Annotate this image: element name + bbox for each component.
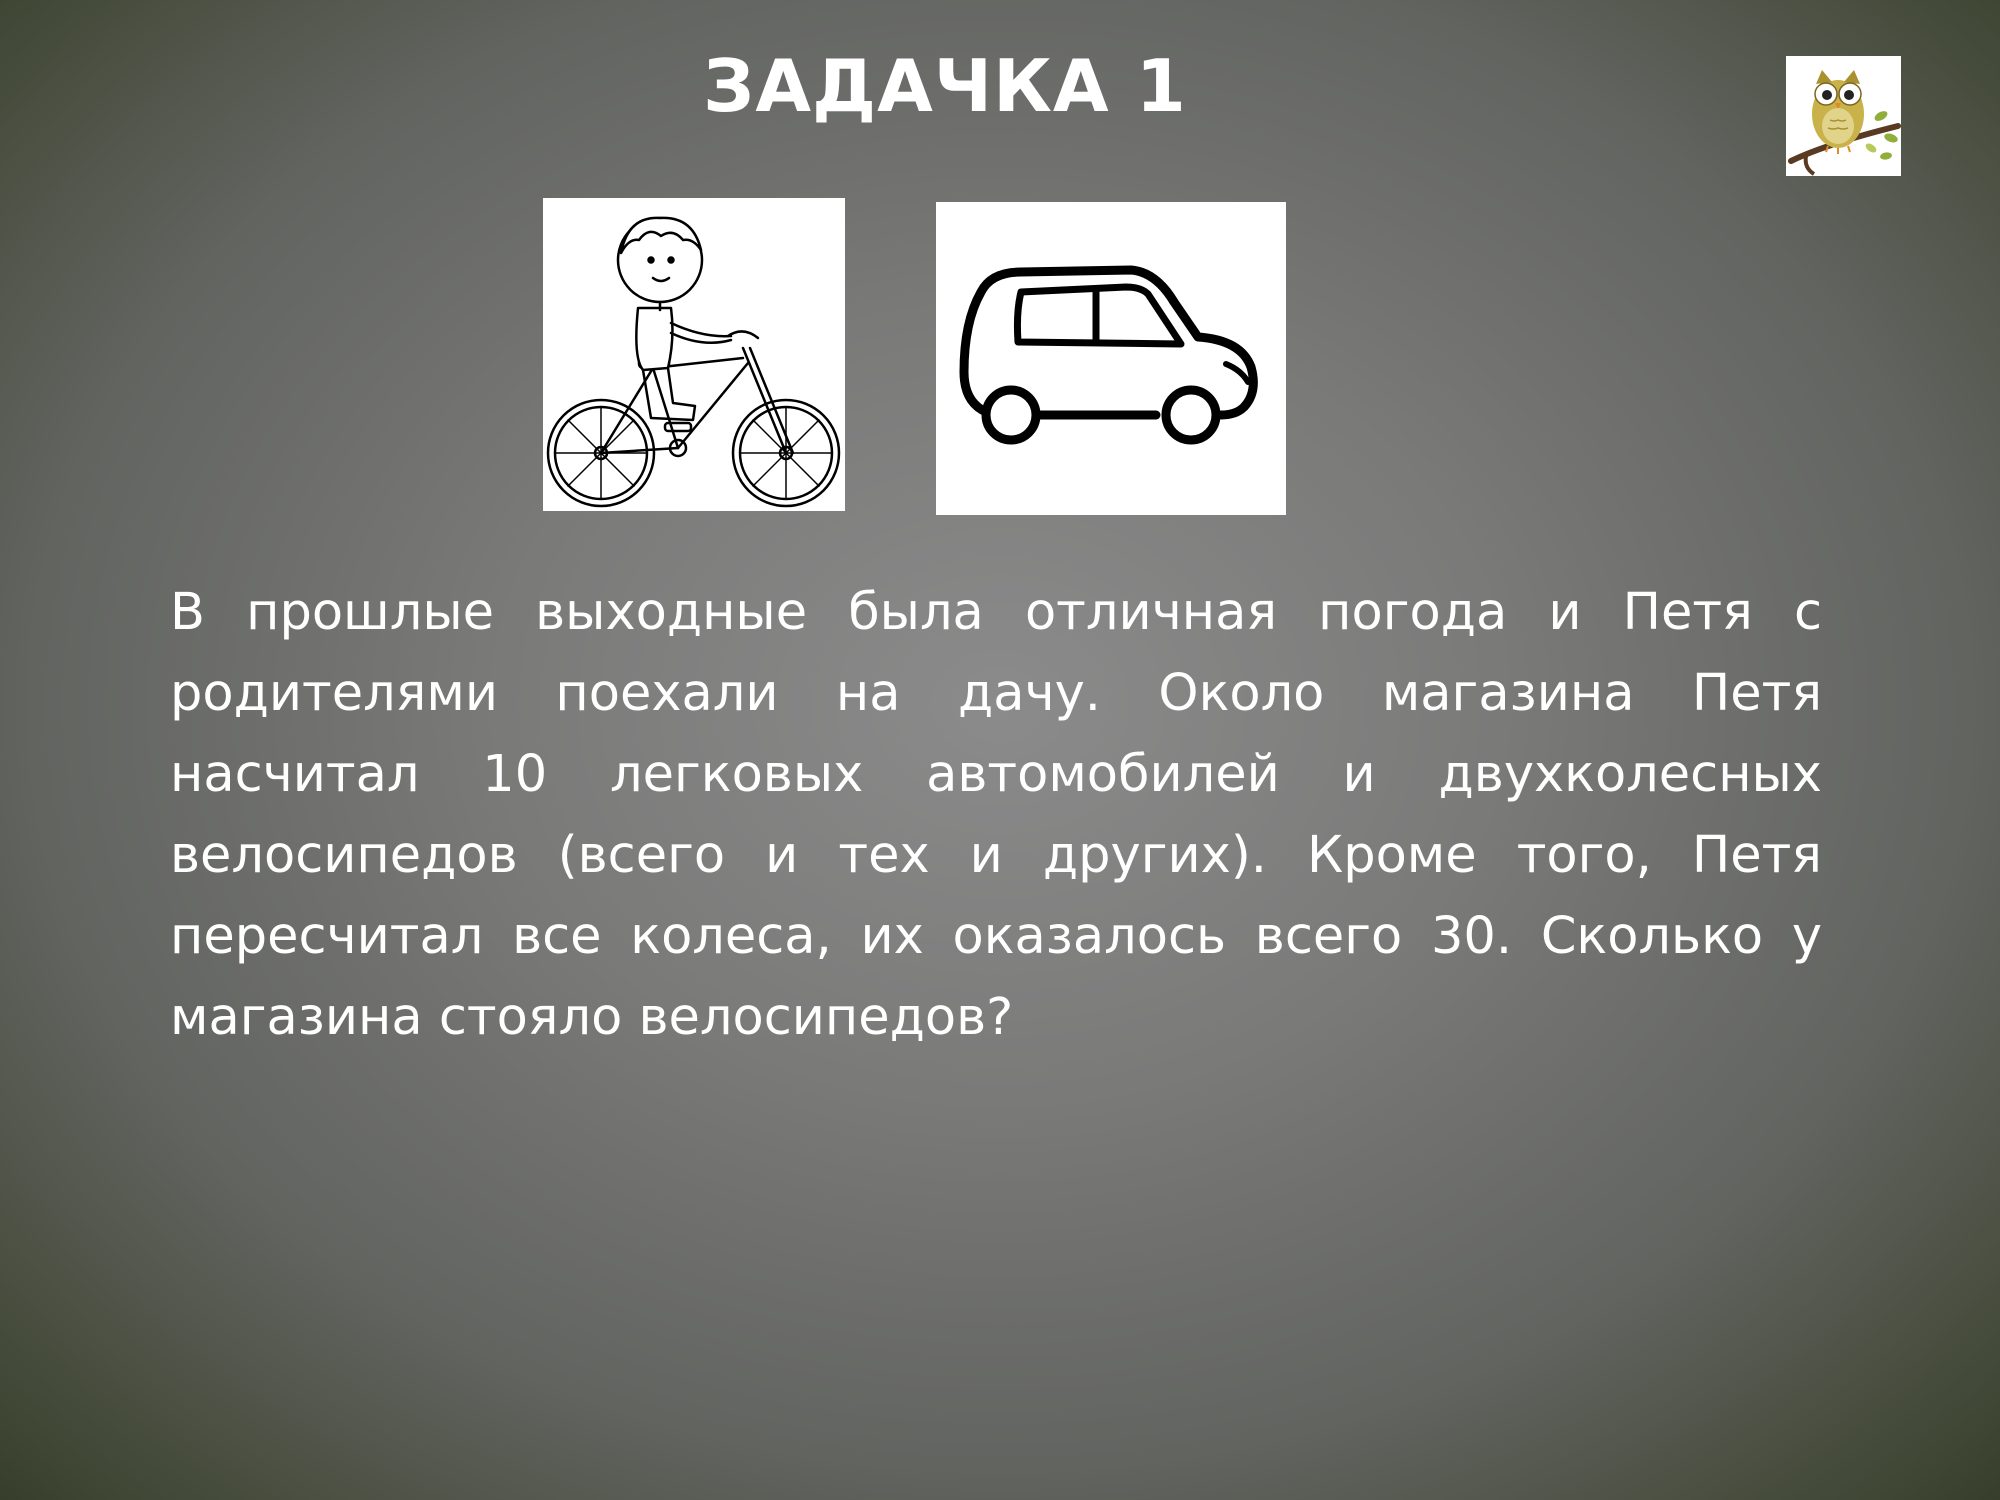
boy-on-bicycle-icon — [543, 198, 845, 511]
boy-on-bicycle-picture — [543, 198, 845, 511]
car-icon — [936, 202, 1286, 515]
owl-logo — [1786, 56, 1901, 176]
slide-title: ЗАДАЧКА 1 — [703, 44, 1187, 128]
owl-on-branch-icon — [1786, 56, 1901, 176]
car-picture — [936, 202, 1286, 515]
problem-text: В прошлые выходные была отличная погода и Петя с родителями поехали на дачу. Около магазина Петя насчитал 10 легковых автомобилей и двухколесных велосипедов (всего и тех и других). Кроме того, Петя пересчитал все колеса, их оказалось всего 30. Сколько у магазина стояло велосипедов? — [170, 583, 1822, 1047]
